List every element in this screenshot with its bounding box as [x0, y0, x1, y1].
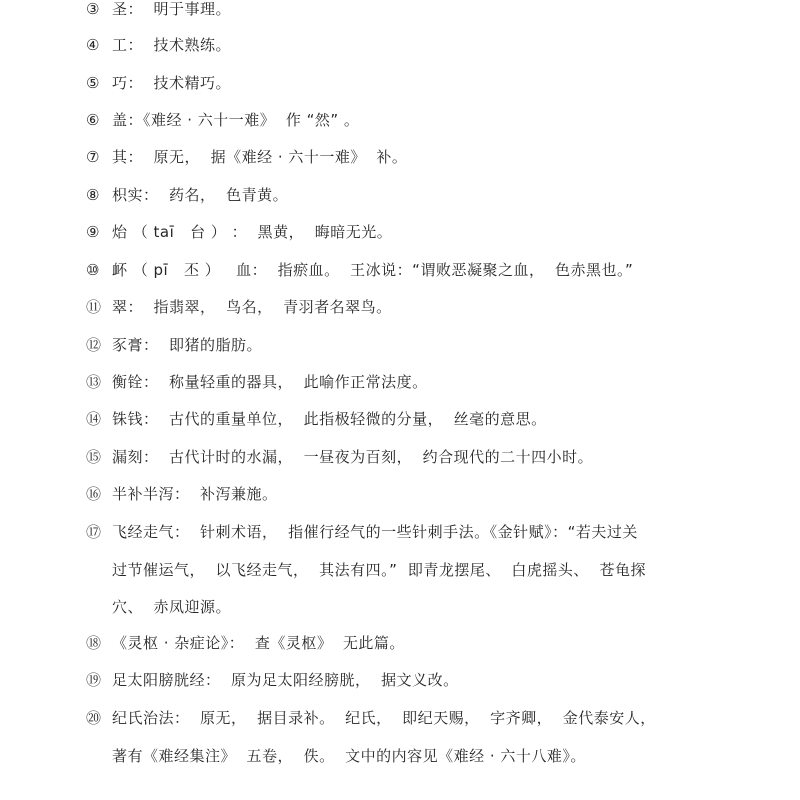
footnote-line: 过节催运气， 以飞经走气， 其法有四。” 即青龙摆尾、 白虎摇头、 苍龟探	[112, 560, 646, 579]
footnote-line: 巧： 技术精巧。	[112, 74, 232, 92]
footnote-text	[112, 177, 716, 215]
footnote-item	[86, 327, 716, 365]
footnote-text	[112, 401, 716, 439]
footnote-number: ⑱	[86, 634, 102, 652]
footnote-line: 豕膏： 即猪的脂肪。	[112, 336, 263, 354]
footnote-item	[86, 662, 716, 700]
footnote-item	[86, 401, 716, 439]
footnote-text	[112, 327, 716, 365]
footnote-text	[112, 514, 716, 627]
footnote-line: 盖：《难经 · 六十一难》 作 “然” 。	[112, 111, 360, 129]
footnote-text	[112, 65, 716, 103]
footnote-text	[112, 662, 716, 700]
footnote-text	[112, 27, 716, 65]
footnote-number: ⑲	[86, 671, 102, 689]
footnote-item	[86, 625, 716, 663]
footnote-item	[86, 214, 716, 252]
footnote-number: ⑪	[86, 298, 102, 316]
footnote-line: 纪氏治法： 原无， 据目录补。 纪氏， 即纪天赐， 字齐卿， 金代泰安人，	[112, 709, 656, 727]
footnote-number: ⑧	[86, 186, 100, 204]
footnote-line: 飞经走气： 针刺术语， 指催行经气的一些针刺手法。《金针赋》：“若夫过关	[112, 523, 638, 541]
footnote-text	[112, 252, 716, 290]
footnote-text	[112, 289, 716, 327]
footnote-number: ⑳	[86, 709, 102, 727]
footnote-number: ⑨	[86, 223, 100, 241]
footnote-item	[86, 252, 716, 290]
footnote-line: 其： 原无， 据《难经 · 六十一难》 补。	[112, 148, 408, 166]
footnote-number: ⑦	[86, 148, 100, 166]
footnote-line: 衃 （ pī 丕 ） 血： 指瘀血。 王冰说：“谓败恶凝聚之血， 色赤黑也。”	[112, 261, 634, 279]
footnote-line: 著有《难经集注》 五卷， 佚。 文中的内容见《难经 · 六十八难》。	[112, 746, 586, 765]
footnote-line: 足太阳膀胱经： 原为足太阳经膀胱， 据文义改。	[112, 671, 459, 689]
footnote-item	[86, 177, 716, 215]
footnote-text	[112, 476, 716, 514]
footnote-item	[86, 0, 716, 29]
footnote-item	[86, 476, 716, 514]
footnote-text	[112, 102, 716, 140]
footnote-text	[112, 364, 716, 402]
footnote-item	[86, 439, 716, 477]
footnote-item	[86, 514, 716, 627]
footnote-line: 炲 （ taī 台 ） ： 黑黄， 晦暗无光。	[112, 223, 393, 241]
footnote-number: ⑮	[86, 448, 102, 466]
footnote-line: 《灵枢 · 杂症论》： 查《灵枢》 无此篇。	[112, 634, 405, 652]
footnote-text	[112, 214, 716, 252]
footnote-line: 工： 技术熟练。	[112, 36, 232, 54]
footnote-number: ⑫	[86, 336, 102, 354]
footnote-number: ④	[86, 36, 100, 54]
footnote-text	[112, 439, 716, 477]
footnote-number: ⑯	[86, 485, 102, 503]
footnote-number: ⑤	[86, 74, 100, 92]
footnote-text	[112, 0, 716, 29]
footnote-item	[86, 27, 716, 65]
footnote-number: ⑭	[86, 410, 102, 428]
footnote-line: 半补半泻： 补泻兼施。	[112, 485, 278, 503]
footnote-item	[86, 102, 716, 140]
footnote-item	[86, 139, 716, 177]
footnote-item	[86, 65, 716, 103]
footnote-line: 圣： 明于事理。	[112, 0, 232, 18]
footnote-line: 枳实： 药名， 色青黄。	[112, 186, 289, 204]
footnote-text	[112, 139, 716, 177]
footnote-line: 翠： 指翡翠， 鸟名， 青羽者名翠鸟。	[112, 298, 392, 316]
footnote-number: ⑬	[86, 373, 102, 391]
footnote-number: ⑥	[86, 111, 100, 129]
footnote-line: 衡铨： 称量轻重的器具， 此喻作正常法度。	[112, 373, 428, 391]
footnote-line: 铢钱： 古代的重量单位， 此指极轻微的分量， 丝毫的意思。	[112, 410, 547, 428]
footnote-number: ⑰	[86, 523, 102, 541]
footnote-item	[86, 700, 716, 775]
footnote-item	[86, 289, 716, 327]
footnote-number: ③	[86, 0, 100, 18]
footnote-text	[112, 700, 716, 775]
footnote-item	[86, 364, 716, 402]
footnote-number: ⑩	[86, 261, 100, 279]
footnote-line: 漏刻： 古代计时的水漏， 一昼夜为百刻， 约合现代的二十四小时。	[112, 448, 594, 466]
footnote-line: 穴、 赤凤迎源。	[112, 598, 232, 616]
footnote-text	[112, 625, 716, 663]
